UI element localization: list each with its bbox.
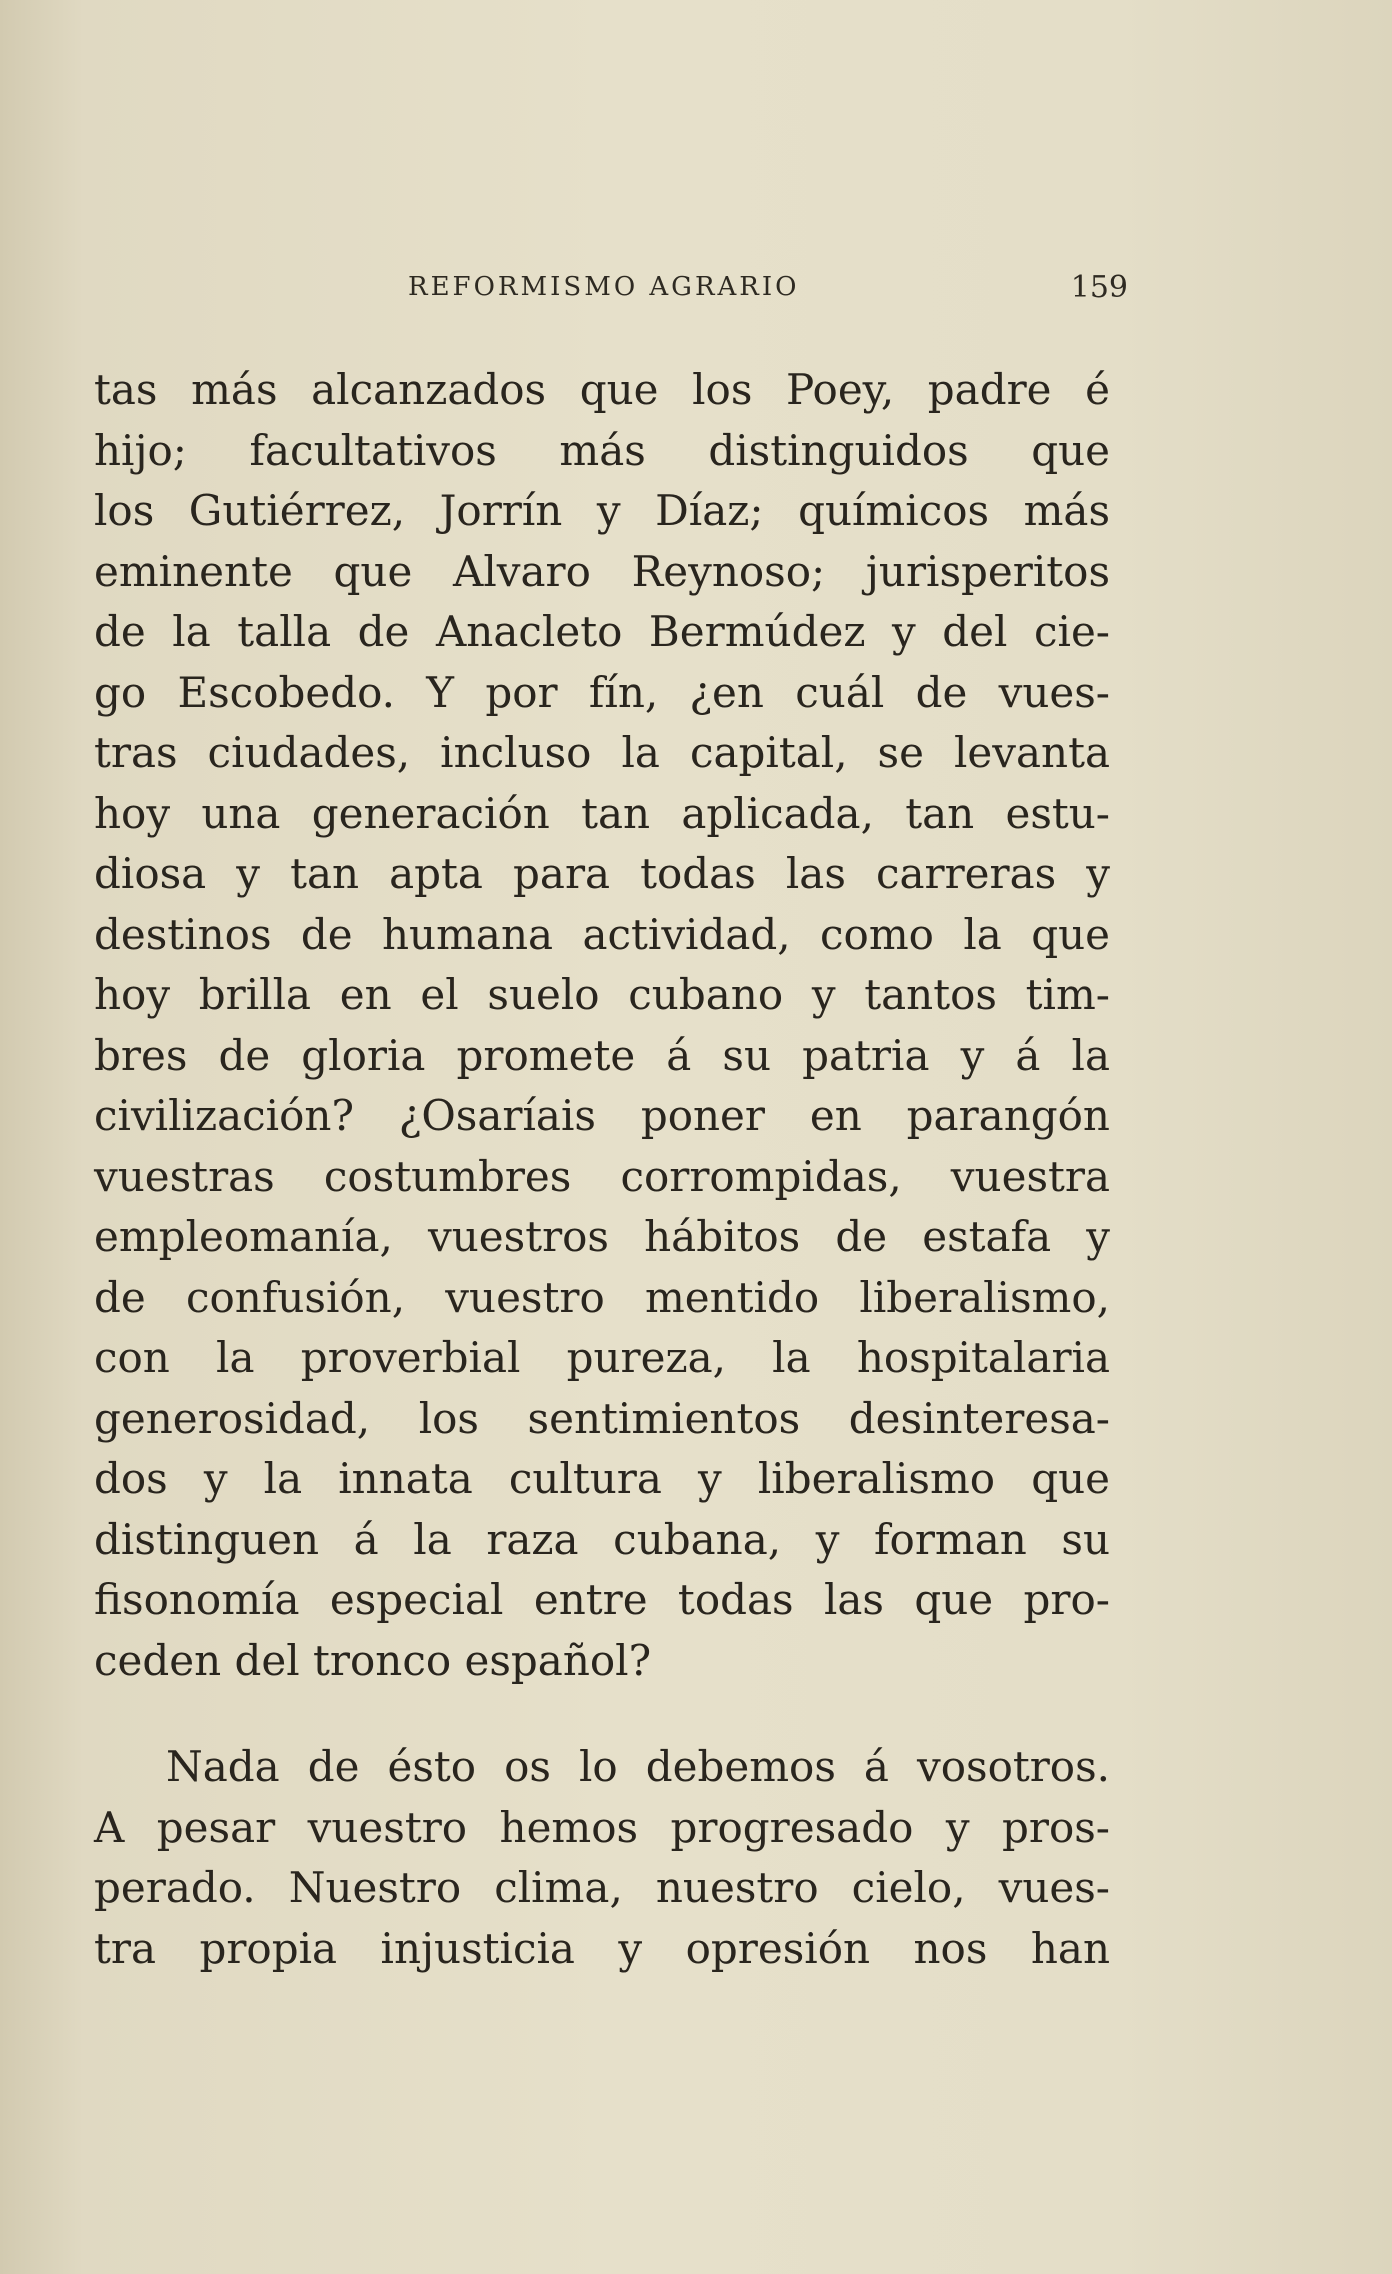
text-line: tra propia injusticia y opresión nos han [94,1923,1110,1973]
text-line: hoy una generación tan aplicada, tan estu- [94,788,1110,838]
text-line: fisonomía especial entre todas las que pro- [94,1575,1110,1624]
text-line: empleomanía, vuestros hábitos de estafa y [94,1212,1110,1261]
text-line: tas más alcanzados que los Poey, padre é [94,365,1110,414]
text-line: dos y la innata cultura y liberalismo que [94,1454,1110,1503]
paragraph-2 [94,1737,1110,1979]
running-head: REFORMISMO AGRARIO [408,272,800,302]
text-line: hijo; facultativos más distinguidos que [94,425,1110,475]
text-line: generosidad, los sentimientos desinteresa- [94,1393,1110,1443]
text-line: hoy brilla en el suelo cubano y tantos tim- [94,970,1110,1019]
text-line: civilización? ¿Osaríais poner en parangón [94,1091,1110,1140]
text-line: los Gutiérrez, Jorrín y Díaz; químicos más [94,486,1110,535]
text-line: A pesar vuestro hemos progresado y pros- [94,1802,1110,1852]
text-line: perado. Nuestro clima, nuestro cielo, vues- [94,1863,1110,1912]
page-header [408,272,1128,312]
text-line: distinguen á la raza cubana, y forman su [94,1514,1110,1564]
text-line: tras ciudades, incluso la capital, se levanta [94,728,1110,777]
text-line: de confusión, vuestro mentido liberalismo, [94,1272,1110,1322]
text-line: eminente que Alvaro Reynoso; jurisperitos [94,546,1110,596]
text-line: destinos de humana actividad, como la que [94,909,1110,959]
text-line: go Escobedo. Y por fín, ¿en cuál de vues- [94,667,1110,717]
text-line: con la proverbial pureza, la hospitalaria [94,1333,1110,1382]
paragraph-spacer [94,1691,1110,1737]
body-text [94,360,1110,1979]
text-line: ceden del tronco español? [94,1635,652,1685]
text-line: Nada de ésto os lo debemos á vosotros. [166,1742,1110,1791]
page-number: 159 [1070,270,1128,305]
paragraph-1 [94,360,1110,1691]
text-line: diosa y tan apta para todas las carreras y [94,849,1110,898]
text-line: de la talla de Anacleto Bermúdez y del cie- [94,607,1110,656]
text-line: bres de gloria promete á su patria y á la [94,1030,1110,1080]
text-line: vuestras costumbres corrompidas, vuestra [94,1151,1110,1201]
